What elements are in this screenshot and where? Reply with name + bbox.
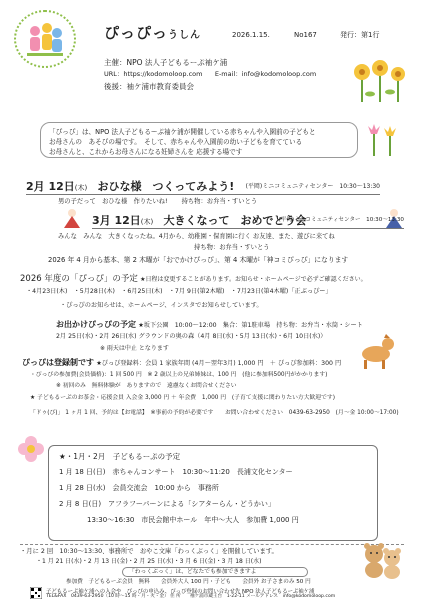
pink-flower-icon <box>16 434 46 464</box>
organizer-support: 後援：袖ケ浦市教育委員会 <box>104 81 194 91</box>
event-celebration <box>92 214 404 229</box>
box2-row: 1 月 28 日(水) 会員交流会 10:00 から 事務所 <box>59 484 219 493</box>
newsletter-title: ぴっぴっうしん <box>104 24 202 42</box>
outing-heading: お出かけぴっぴの予定 <box>56 320 136 329</box>
kids-note-label: 「ドゥ(ぴ)」 <box>30 410 64 416</box>
registration-block <box>22 358 341 368</box>
organizer-block <box>104 58 316 94</box>
event-1-dow: (木) <box>74 184 88 192</box>
box2-row: 2 月 8 日(日) アフラフーパーンによる「シアターらん・どうかい」 <box>59 499 275 508</box>
wakuwaku-dates: ・1 月 21 日(水)・2 月 13 日(金)・2 月 25 日(水)・3 月 6 日(金)・3 月 18 日(水) <box>36 558 262 565</box>
wakuwaku-intro: ・月に 2 回 10:30～13:30、事務所で おやこ文庫「わっくぶっく」を開催しています。 <box>20 548 278 555</box>
qr-code-icon <box>30 587 42 599</box>
box2-header: ★・1月・2月 子どもるーぷの予定 <box>59 452 181 461</box>
event-1-date: 2月 12日 <box>26 180 75 193</box>
event-2-place: (平岡)ミニコミュニティセンター 10:30～13:30 <box>278 217 404 223</box>
issue-number: No167 <box>294 31 317 39</box>
event-2-dow: (木) <box>140 218 154 226</box>
kids-note <box>30 410 399 417</box>
outing-block <box>56 320 363 330</box>
issue-date: 2026.1.15. <box>232 31 270 39</box>
schedule-heading: 2026 年度の「ぴっぴ」の予定 <box>20 274 138 284</box>
schedule-change-notice: 2026 年 4 月から基本、第 2 木曜が「おでかけぴっぴ」、第 4 木曜が「神コミぴっぴ」になります <box>48 256 349 264</box>
kids-note-text: 1 ヶ月 1 回、予約は【お電話】 ※事前の予約が必要です お問い合わせください 0439-63-2950 (月～金 10:00～17:00) <box>65 410 399 416</box>
footer-line-4: 住 所 袖ケ浦市蔵王台 1-22-11 <box>170 594 245 599</box>
organizer-main: 主催：NPO 法人子どもるーぷ袖ケ浦 <box>104 58 228 67</box>
organizer-url: URL：https://kodomoloop.com <box>104 70 203 79</box>
wakuwaku-box: 「わっくぶっく」は、どなたでも参加できますよ <box>122 567 308 577</box>
issuer: 発行：第1行 <box>340 31 380 39</box>
event-2-title: 大きくなって おめでとう会 <box>163 214 307 227</box>
event-1-place: (平岡)ミニコミュニティセンター 10:30～13:30 <box>245 183 380 190</box>
registration-line-3: ※ 初回のみ 無料体験が ありますので 遠慮なくお問合せください <box>56 383 237 389</box>
event-2-date: 3月 12日 <box>92 214 141 227</box>
schedule-heading-note: ★日程は変更することがあります。お知らせ・ホームページで必ずご確認ください。 <box>140 276 367 283</box>
schedule-2026 <box>20 274 404 285</box>
intro-line-3: お母さんと、これからお母さんになる妊婦さんを 応援する場です <box>49 148 243 157</box>
children-logo-icon <box>21 17 69 61</box>
divider <box>20 544 404 545</box>
event-2-sub-2: 持ち物：お弁当・すいとう <box>194 244 270 251</box>
registration-line-2: ・ぴっぴの参加費(会員価格)：1 回 500 円 ※ 2 歳以上の兄弟姉妹は、100 円 (他に参加料500円がかかります) <box>30 372 328 378</box>
jan-feb-schedule-box <box>48 445 378 541</box>
horse-icon <box>354 334 398 370</box>
event-1-sub <box>58 198 257 206</box>
flowers-icon <box>350 58 410 104</box>
footer-details <box>46 594 335 600</box>
event-2-sub-1: みんな みんな 大きくなったね。4月から、幼稚園・保育園に行く お友達、また、遊びに来てね <box>58 233 335 240</box>
event-1-sub-2: 持ち物：お弁当・すいとう <box>181 198 258 205</box>
box2-row: 1 月 18 日(日) 赤ちゃんコンサート 10:30～11:20 長浦文化センター <box>59 468 293 477</box>
organizer-contact <box>104 70 316 78</box>
schedule-note: ・ぴっぴのお知らせは、ホームページ、インスタでお知らせしています。 <box>60 302 263 309</box>
intro-line-2: お母さんの あそびの場です。 そして、赤ちゃんや入園前の幼い子どもを育てている <box>49 138 303 147</box>
wakuwaku-fees: 参加費 子どもるーぷ会員 無料 会員外大人 100 円・子ども 会員外 お子さまのみ 50 円 <box>66 579 311 585</box>
box2-row: 13:30～16:30 市民会館中ホール 年中～大人 参加費 1,000 円 <box>87 515 299 524</box>
outing-note: ※ 雨天は中止 となります <box>100 345 169 352</box>
outing-heading-note: ★坂下公園 10:00～12:00 集合：第1駐車場 持ち物：お弁当・水筒・シート <box>138 322 363 329</box>
bears-icon <box>360 540 404 580</box>
hina-doll-icon <box>60 206 84 230</box>
logo <box>14 10 76 68</box>
registration-line-4: ★ 子どもるーぷのお茶会・応援会員 入会金 3,000 円 ＋ 年会費 1,000 円 (子育て支援に関わりたい方大歓迎です) <box>30 395 335 401</box>
registration-text: ★ぴっぴ登録料：会員 1 家族年間 (4月～翌年3月) 1,000 円 ＋ ぴっぴ参加料：300 円 <box>96 360 342 367</box>
outing-dates: 2月 25日(水)・2月 26日(水) グラウンドの奥の森（4月 8日(水)・5月 13日(水)・6月 10日(水)） <box>56 333 327 340</box>
intro-line-1: 「ぴっぴ」は、NPO 法人子どもるーぷ袖ケ浦が開催している赤ちゃんや入園前の子どもと <box>49 128 316 136</box>
event-hinamatsuri <box>26 180 380 195</box>
schedule-items: ・4月23日(木) ・5月28日(木) ・6月25日(木) ・7月 9日(第2木曜) ・7月23日(第4木曜)「正ぶっぴー」 <box>26 288 332 295</box>
footer-line-5: メールアドレス info@kodomoloop.com <box>246 594 336 599</box>
footer-line-2: NPO 法人子どもるーぷ袖ケ浦 <box>242 589 315 595</box>
tulips-icon <box>362 118 404 158</box>
footer-line-3: TEL&FAX 0439-63-2950（10 時～15 時・月・火・金） <box>46 594 169 599</box>
event-1-sub-1: 男の子だって おひな様 作りたいね! <box>58 198 168 205</box>
event-1-title: おひな様 つくってみよう! <box>97 180 235 193</box>
footer-line-1: 子どもるーぷ袖ケ浦への入会や ぴっぴの申込み、ぴっぴ登録のお問い合わせ先 <box>46 589 241 595</box>
intro-box <box>40 122 358 158</box>
organizer-email: E-mail：info@kodomoloop.com <box>214 70 317 79</box>
registration-heading: ぴっぴは登録制です <box>22 358 94 367</box>
